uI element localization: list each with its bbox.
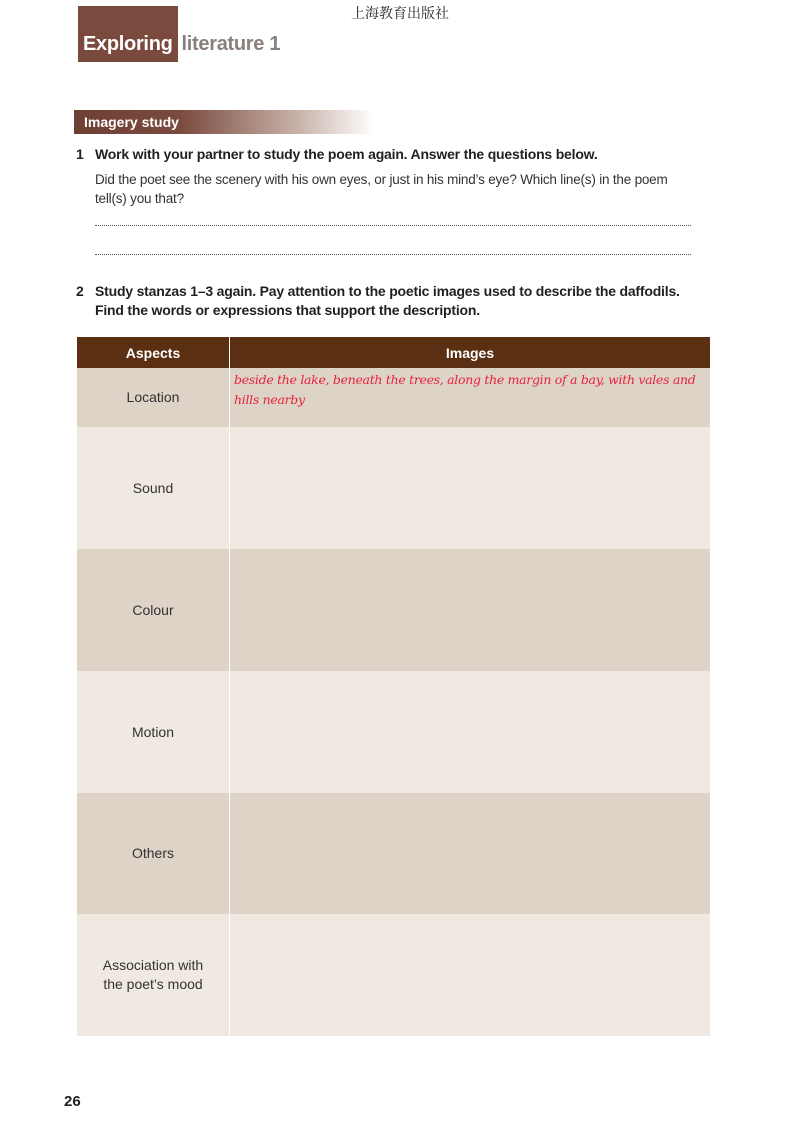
header-images: Images [230,337,711,368]
aspect-colour: Colour [77,549,230,671]
answer-sound[interactable] [230,427,711,549]
table-row [77,793,710,914]
answer-association[interactable] [230,914,711,1036]
page-number: 26 [64,1093,81,1110]
question-1-number: 1 [76,146,84,162]
aspect-others: Others [77,793,230,914]
imagery-study-heading: Imagery study [74,110,374,134]
aspect-motion: Motion [77,671,230,793]
table-row [77,914,710,1036]
answer-others[interactable] [230,793,711,914]
question-2 [76,282,696,320]
section-title: literature 1 [181,33,281,55]
table-row [77,368,710,427]
question-2-prompt: Study stanzas 1–3 again. Pay attention to the poetic images used to describe the daffodils. Find the words or expressions that support the description. [95,283,680,318]
publisher-name: 上海教育出版社 [351,6,449,22]
header-aspects: Aspects [77,337,230,368]
question-1 [76,145,696,208]
question-2-number: 2 [76,283,84,299]
table-row [77,549,710,671]
answer-location[interactable] [230,368,711,427]
section-label: Exploring [78,6,178,62]
answer-line-2[interactable] [95,254,691,255]
aspect-association: Association with the poet’s mood [77,914,230,1036]
question-1-prompt: Work with your partner to study the poem again. Answer the questions below. [95,146,598,162]
answer-motion[interactable] [230,671,711,793]
imagery-table [77,337,710,1036]
aspect-location: Location [77,368,230,427]
question-1-text: Did the poet see the scenery with his own eyes, or just in his mind’s eye? Which line(s) in the poem tell(s) you that? [95,172,668,206]
handwritten-answer: beside the lake, beneath the trees, along the margin of a bay, with vales and hills nearby [234,372,696,407]
table-row [77,671,710,793]
section-banner [78,0,280,62]
aspect-sound: Sound [77,427,230,549]
answer-line-1[interactable] [95,225,691,226]
answer-colour[interactable] [230,549,711,671]
table-row [77,427,710,549]
